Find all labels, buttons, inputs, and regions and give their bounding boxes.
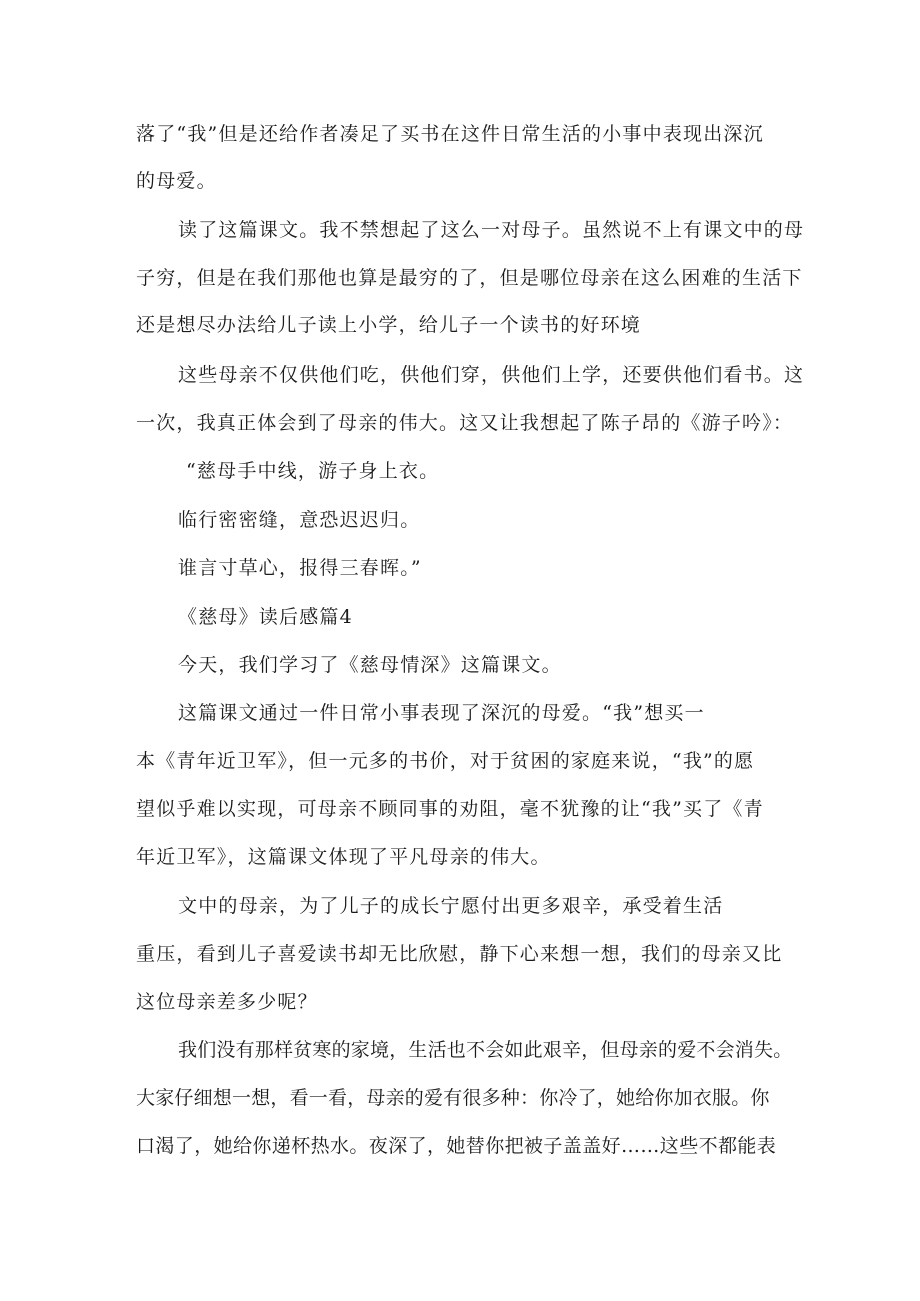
text-line: 今天，我们学习了《慈母情深》这篇课文。 <box>178 654 562 676</box>
text-line: 大家仔细想一想，看一看，母亲的爱有很多种：你冷了，她给你加衣服。你 <box>136 1087 770 1109</box>
text-line: 还是想尽办法给儿子读上小学，给儿子一个读书的好环境 <box>136 314 642 336</box>
text-line: 重压，看到儿子喜爱读书却无比欣慰，静下心来想一想，我们的母亲又比 <box>136 943 783 965</box>
text-line: 望似乎难以实现，可母亲不顾同事的劝阻，毫不犹豫的让“我”买了《青 <box>136 798 764 820</box>
section-heading: 《慈母》读后感篇4 <box>178 606 353 628</box>
text-line: 的母爱。 <box>136 170 217 192</box>
poem-line: 临行密密缝，意恐迟迟归。 <box>178 509 421 531</box>
text-line: 子穷，但是在我们那他也算是最穷的了，但是哪位母亲在这么困难的生活下 <box>136 267 803 289</box>
text-line: 年近卫军》，这篇课文体现了平凡母亲的伟大。 <box>136 846 551 868</box>
text-line: 文中的母亲，为了儿子的成长宁愿付出更多艰辛，承受着生活 <box>178 895 724 917</box>
text-line: 这篇课文通过一件日常小事表现了深沉的母爱。“我”想买一 <box>178 702 705 724</box>
poem-line: 谁言寸草心，报得三春晖。” <box>178 557 422 579</box>
poem-line: “慈母手中线，游子身上衣。 <box>186 460 440 482</box>
text-line: 落了“我”但是还给作者凑足了买书在这件日常生活的小事中表现出深沉 <box>136 123 764 145</box>
text-line: 口渴了，她给你递杯热水。夜深了，她替你把被子盖盖好……这些不都能表 <box>136 1135 777 1157</box>
text-line: 读了这篇课文。我不禁想起了这么一对母子。虽然说不上有课文中的母 <box>178 219 805 241</box>
text-line: 我们没有那样贫寒的家境，生活也不会如此艰辛，但母亲的爱不会消失。 <box>178 1039 793 1061</box>
text-line: 一次，我真正体会到了母亲的伟大。这又让我想起了陈子昂的《游子吟》： <box>136 412 794 434</box>
text-line: 这位母亲差多少呢？ <box>136 991 318 1013</box>
text-line: 本《青年近卫军》，但一元多的书价，对于贫困的家庭来说，“我”的愿 <box>136 750 755 772</box>
text-line: 这些母亲不仅供他们吃，供他们穿，供他们上学，还要供他们看书。这 <box>178 364 805 386</box>
